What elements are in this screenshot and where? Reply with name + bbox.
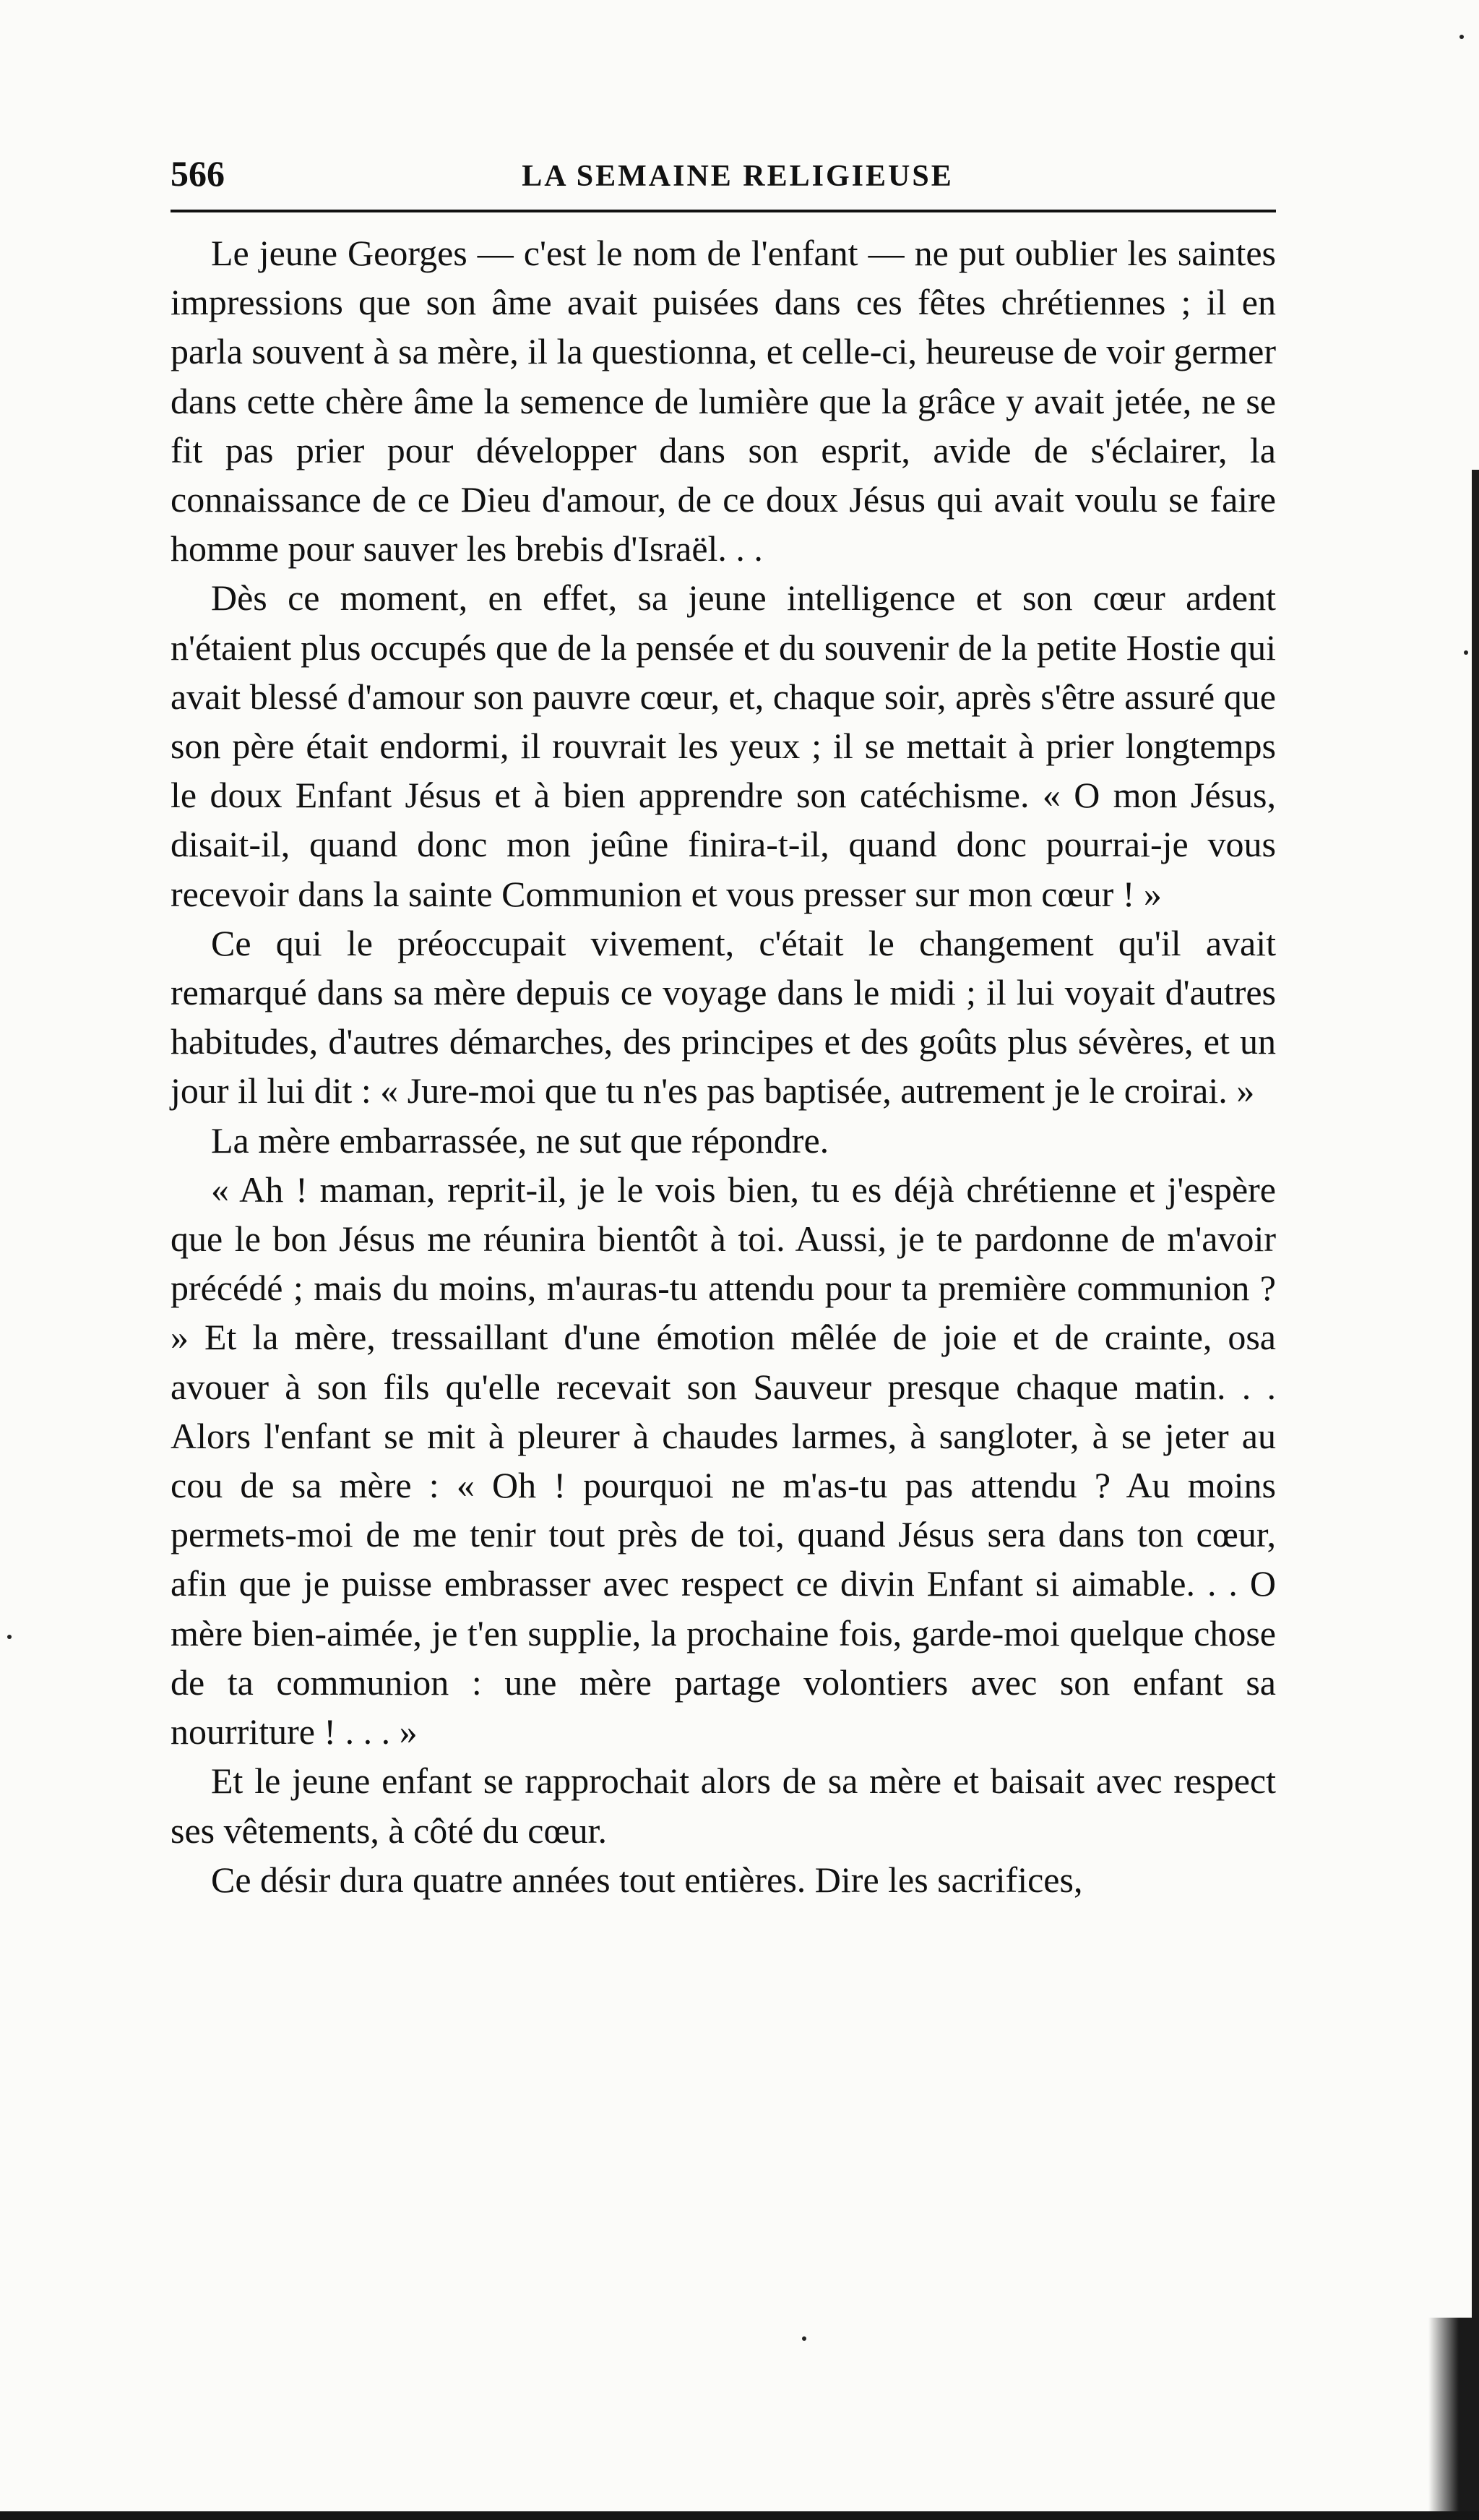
page-corner-shadow bbox=[1428, 2318, 1479, 2520]
paragraph: Et le jeune enfant se rapprochait alors de sa mère et baisait avec respect ses vêtements, à côté du cœur. bbox=[171, 1760, 1276, 1851]
paragraph: Dès ce moment, en effet, sa jeune intelligence et son cœur ardent n'étaient plus occupés que de la pensée et du souvenir de la petite Hostie qui avait blessé d'amour son pauvre cœur, et, chaque soir, après s'être assuré que son père était endormi, il rouvrait les yeux ; il se mettait à prier longtemps le doux Enfant Jésus et à bien apprendre son catéchisme. « O mon Jésus, disait-il, quand donc mon jeûne finira-t-il, quand donc pourrai-je vous recevoir dans la sainte Communion et vous presser sur mon cœur ! » bbox=[171, 577, 1276, 914]
paragraph: Ce désir dura quatre années tout entières. Dire les sacrifices, bbox=[211, 1859, 1083, 1900]
scan-speck bbox=[1459, 35, 1464, 39]
paragraph: Le jeune Georges — c'est le nom de l'enfant — ne put oublier les saintes impressions que son âme avait puisées dans ces fêtes chrétiennes ; il en parla souvent à sa mère, il la questionna, et celle-ci, heureuse de voir germer dans cette chère âme la semence de lumière que la grâce y avait jetée, ne se fit pas prier pour développer dans son esprit, avide de s'éclairer, la connaissance de ce Dieu d'amour, de ce doux Jésus qui avait voulu se faire homme pour sauver les brebis d'Israël. . . bbox=[171, 233, 1276, 569]
scan-speck bbox=[7, 1635, 12, 1639]
body-text bbox=[171, 228, 1276, 1904]
page-edge-shadow bbox=[1472, 470, 1479, 2520]
page-header bbox=[171, 150, 1276, 197]
paragraph: Ce qui le préoccupait vivement, c'était le changement qu'il avait remarqué dans sa mère depuis ce voyage dans le midi ; il lui voyait d'autres habitudes, d'autres démarches, des principes et des goûts plus sévères, et un jour il lui dit : « Jure-moi que tu n'es pas baptisée, autrement je le croirai. » bbox=[171, 922, 1276, 1111]
paragraph: « Ah ! maman, reprit-il, je le vois bien, tu es déjà chrétienne et j'espère que le bon Jésus me réunira bientôt à toi. Aussi, je te pardonne de m'avoir précédé ; mais du moins, m'auras-tu attendu pour ta première communion ? » Et la mère, tressaillant d'une émotion mêlée de joie et de crainte, osa avouer à son fils qu'elle recevait son Sauveur presque chaque matin. . . Alors l'enfant se mit à pleurer à chaudes larmes, à sangloter, à se jeter au cou de sa mère : « Oh ! pourquoi ne m'as-tu pas attendu ? Au moins permets-moi de me tenir tout près de toi, quand Jésus sera dans ton cœur, afin que je puisse embrasser avec respect ce divin Enfant si aimable. . . O mère bien-aimée, je t'en supplie, la prochaine fois, garde-moi quelque chose de ta communion : une mère partage volontiers avec son enfant sa nourriture ! . . . » bbox=[171, 1169, 1276, 1753]
page-number: 566 bbox=[171, 153, 225, 194]
header-rule bbox=[171, 210, 1276, 212]
scan-speck bbox=[802, 2336, 806, 2341]
page-bottom-edge bbox=[0, 2511, 1479, 2520]
scan-speck bbox=[1464, 650, 1468, 655]
paragraph: La mère embarrassée, ne sut que répondre. bbox=[211, 1119, 829, 1161]
running-title: LA SEMAINE RELIGIEUSE bbox=[522, 160, 954, 193]
